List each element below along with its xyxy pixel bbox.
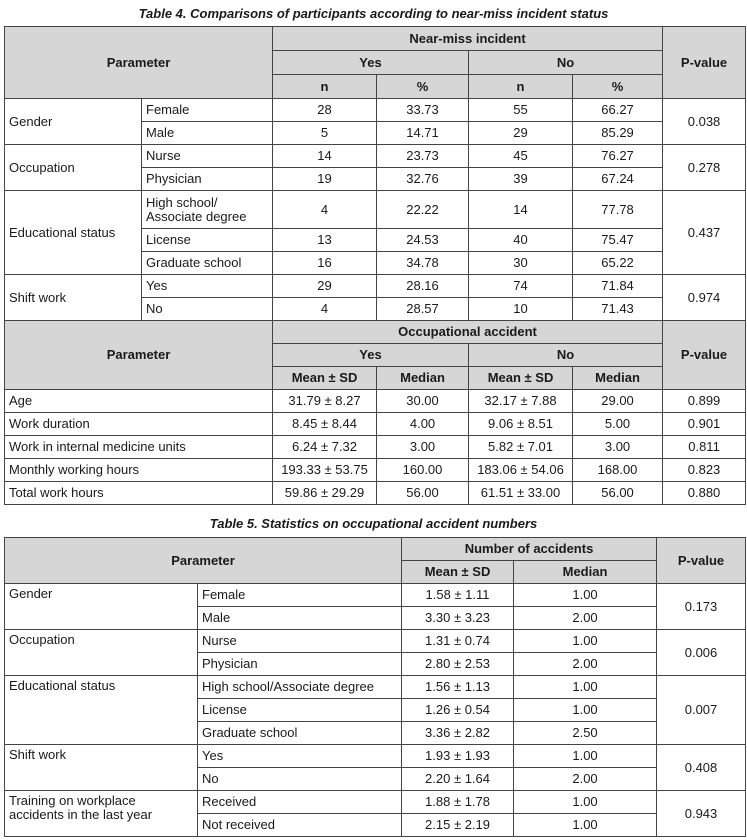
mean-cell: 2.15 ± 2.19 (402, 814, 514, 837)
median-cell: 2.00 (514, 768, 657, 791)
group-label: Educational status (5, 191, 142, 275)
yes-pct-cell: 28.57 (377, 298, 469, 321)
mean-cell: 1.56 ± 1.13 (402, 676, 514, 699)
row-label: Work in internal medicine units (5, 436, 273, 459)
table-row (5, 413, 746, 436)
no-n-cell: 55 (469, 99, 573, 122)
no-pct-cell: 71.84 (573, 275, 663, 298)
median-cell: 2.00 (514, 653, 657, 676)
no-median-cell: 5.00 (573, 413, 663, 436)
yes-pct-cell: 33.73 (377, 99, 469, 122)
row-label: Female (198, 584, 402, 607)
row-label: Graduate school (142, 252, 273, 275)
yes-n-cell: 5 (273, 122, 377, 145)
yes-mean-cell: 8.45 ± 8.44 (273, 413, 377, 436)
no-n-cell: 40 (469, 229, 573, 252)
no-pct-cell: 75.47 (573, 229, 663, 252)
no-n-cell: 45 (469, 145, 573, 168)
mean-cell: 1.58 ± 1.11 (402, 584, 514, 607)
mean-cell: 1.31 ± 0.74 (402, 630, 514, 653)
group-label: Shift work (5, 275, 142, 321)
no-median-cell: 56.00 (573, 482, 663, 505)
occ-no-header: No (469, 344, 663, 367)
occ-yes-median-header: Median (377, 367, 469, 390)
group-label: Gender (5, 99, 142, 145)
occ-group-header: Occupational accident (273, 321, 663, 344)
occ-pvalue-header: P-value (663, 321, 746, 390)
table-row (5, 390, 746, 413)
mean-cell: 2.80 ± 2.53 (402, 653, 514, 676)
median-cell: 2.00 (514, 607, 657, 630)
t5-mean-header: Mean ± SD (402, 561, 514, 584)
pvalue-cell: 0.038 (663, 99, 746, 145)
near-miss-group-header: Near-miss incident (273, 27, 663, 51)
yes-median-cell: 30.00 (377, 390, 469, 413)
near-miss-yes-pct-header: % (377, 75, 469, 99)
table-row (5, 275, 746, 298)
yes-mean-cell: 59.86 ± 29.29 (273, 482, 377, 505)
yes-median-cell: 4.00 (377, 413, 469, 436)
table-row (5, 459, 746, 482)
yes-n-cell: 19 (273, 168, 377, 191)
pvalue-cell: 0.007 (657, 676, 746, 745)
group-label: Gender (5, 584, 198, 630)
no-n-cell: 74 (469, 275, 573, 298)
near-miss-yes-n-header: n (273, 75, 377, 99)
mean-cell: 1.88 ± 1.78 (402, 791, 514, 814)
yes-mean-cell: 31.79 ± 8.27 (273, 390, 377, 413)
row-label: Monthly working hours (5, 459, 273, 482)
table-row (5, 584, 746, 607)
row-label: License (198, 699, 402, 722)
row-label: Graduate school (198, 722, 402, 745)
yes-n-cell: 28 (273, 99, 377, 122)
pvalue-cell: 0.943 (657, 791, 746, 837)
near-miss-pvalue-header: P-value (663, 27, 746, 99)
near-miss-yes-header: Yes (273, 51, 469, 75)
yes-median-cell: 160.00 (377, 459, 469, 482)
row-label: Age (5, 390, 273, 413)
t5-parameter-header: Parameter (5, 538, 402, 584)
table-row (5, 191, 746, 229)
no-n-cell: 30 (469, 252, 573, 275)
table4 (4, 26, 746, 505)
median-cell: 1.00 (514, 584, 657, 607)
group-label: Occupation (5, 145, 142, 191)
no-median-cell: 3.00 (573, 436, 663, 459)
row-label: Nurse (142, 145, 273, 168)
occ-no-median-header: Median (573, 367, 663, 390)
yes-n-cell: 4 (273, 298, 377, 321)
table5 (4, 537, 746, 837)
near-miss-no-pct-header: % (573, 75, 663, 99)
row-label: High school/Associate degree (198, 676, 402, 699)
group-label: Training on workplace accidents in the last year (5, 791, 198, 837)
mean-cell: 3.30 ± 3.23 (402, 607, 514, 630)
near-miss-parameter-header: Parameter (5, 27, 273, 99)
pvalue-cell: 0.974 (663, 275, 746, 321)
pvalue-cell: 0.901 (663, 413, 746, 436)
median-cell: 1.00 (514, 745, 657, 768)
t5-group-header: Number of accidents (402, 538, 657, 561)
table-row (5, 482, 746, 505)
no-pct-cell: 76.27 (573, 145, 663, 168)
table-row (5, 791, 746, 814)
no-n-cell: 39 (469, 168, 573, 191)
pvalue-cell: 0.823 (663, 459, 746, 482)
no-mean-cell: 32.17 ± 7.88 (469, 390, 573, 413)
pvalue-cell: 0.173 (657, 584, 746, 630)
no-pct-cell: 66.27 (573, 99, 663, 122)
row-label: Received (198, 791, 402, 814)
table-row (5, 676, 746, 699)
pvalue-cell: 0.899 (663, 390, 746, 413)
yes-pct-cell: 14.71 (377, 122, 469, 145)
row-label: Physician (142, 168, 273, 191)
yes-n-cell: 29 (273, 275, 377, 298)
median-cell: 1.00 (514, 676, 657, 699)
pvalue-cell: 0.880 (663, 482, 746, 505)
occ-parameter-header: Parameter (5, 321, 273, 390)
no-pct-cell: 67.24 (573, 168, 663, 191)
row-label: Nurse (198, 630, 402, 653)
median-cell: 2.50 (514, 722, 657, 745)
yes-median-cell: 56.00 (377, 482, 469, 505)
occ-yes-mean-header: Mean ± SD (273, 367, 377, 390)
table4-caption: Table 4. Comparisons of participants according to near-miss incident status (138, 6, 609, 21)
no-pct-cell: 65.22 (573, 252, 663, 275)
no-mean-cell: 61.51 ± 33.00 (469, 482, 573, 505)
mean-cell: 1.26 ± 0.54 (402, 699, 514, 722)
yes-pct-cell: 32.76 (377, 168, 469, 191)
occ-no-mean-header: Mean ± SD (469, 367, 573, 390)
yes-median-cell: 3.00 (377, 436, 469, 459)
no-median-cell: 168.00 (573, 459, 663, 482)
median-cell: 1.00 (514, 814, 657, 837)
no-mean-cell: 5.82 ± 7.01 (469, 436, 573, 459)
row-label: No (142, 298, 273, 321)
t5-median-header: Median (514, 561, 657, 584)
median-cell: 1.00 (514, 630, 657, 653)
pvalue-cell: 0.408 (657, 745, 746, 791)
row-label: High school/ Associate degree (142, 191, 273, 229)
no-n-cell: 10 (469, 298, 573, 321)
row-label: Total work hours (5, 482, 273, 505)
no-median-cell: 29.00 (573, 390, 663, 413)
yes-mean-cell: 6.24 ± 7.32 (273, 436, 377, 459)
row-label: Yes (198, 745, 402, 768)
no-n-cell: 14 (469, 191, 573, 229)
mean-cell: 2.20 ± 1.64 (402, 768, 514, 791)
t5-pvalue-header: P-value (657, 538, 746, 584)
row-label: Male (142, 122, 273, 145)
mean-cell: 3.36 ± 2.82 (402, 722, 514, 745)
no-mean-cell: 9.06 ± 8.51 (469, 413, 573, 436)
near-miss-no-header: No (469, 51, 663, 75)
yes-pct-cell: 28.16 (377, 275, 469, 298)
no-pct-cell: 77.78 (573, 191, 663, 229)
no-n-cell: 29 (469, 122, 573, 145)
yes-pct-cell: 22.22 (377, 191, 469, 229)
table-row (5, 436, 746, 459)
yes-pct-cell: 23.73 (377, 145, 469, 168)
yes-pct-cell: 34.78 (377, 252, 469, 275)
no-pct-cell: 71.43 (573, 298, 663, 321)
row-label: Female (142, 99, 273, 122)
no-pct-cell: 85.29 (573, 122, 663, 145)
median-cell: 1.00 (514, 791, 657, 814)
table-row (5, 630, 746, 653)
yes-n-cell: 16 (273, 252, 377, 275)
table-row (5, 145, 746, 168)
pvalue-cell: 0.811 (663, 436, 746, 459)
row-label: No (198, 768, 402, 791)
pvalue-cell: 0.278 (663, 145, 746, 191)
mean-cell: 1.93 ± 1.93 (402, 745, 514, 768)
yes-pct-cell: 24.53 (377, 229, 469, 252)
row-label: Work duration (5, 413, 273, 436)
yes-mean-cell: 193.33 ± 53.75 (273, 459, 377, 482)
row-label: Not received (198, 814, 402, 837)
row-label: Yes (142, 275, 273, 298)
pvalue-cell: 0.437 (663, 191, 746, 275)
yes-n-cell: 13 (273, 229, 377, 252)
row-label: Male (198, 607, 402, 630)
table-row (5, 99, 746, 122)
no-mean-cell: 183.06 ± 54.06 (469, 459, 573, 482)
row-label: License (142, 229, 273, 252)
group-label: Shift work (5, 745, 198, 791)
near-miss-no-n-header: n (469, 75, 573, 99)
median-cell: 1.00 (514, 699, 657, 722)
yes-n-cell: 14 (273, 145, 377, 168)
row-label: Physician (198, 653, 402, 676)
group-label: Educational status (5, 676, 198, 745)
table5-caption: Table 5. Statistics on occupational accident numbers (209, 516, 538, 531)
table-row (5, 745, 746, 768)
occ-yes-header: Yes (273, 344, 469, 367)
group-label: Occupation (5, 630, 198, 676)
yes-n-cell: 4 (273, 191, 377, 229)
pvalue-cell: 0.006 (657, 630, 746, 676)
